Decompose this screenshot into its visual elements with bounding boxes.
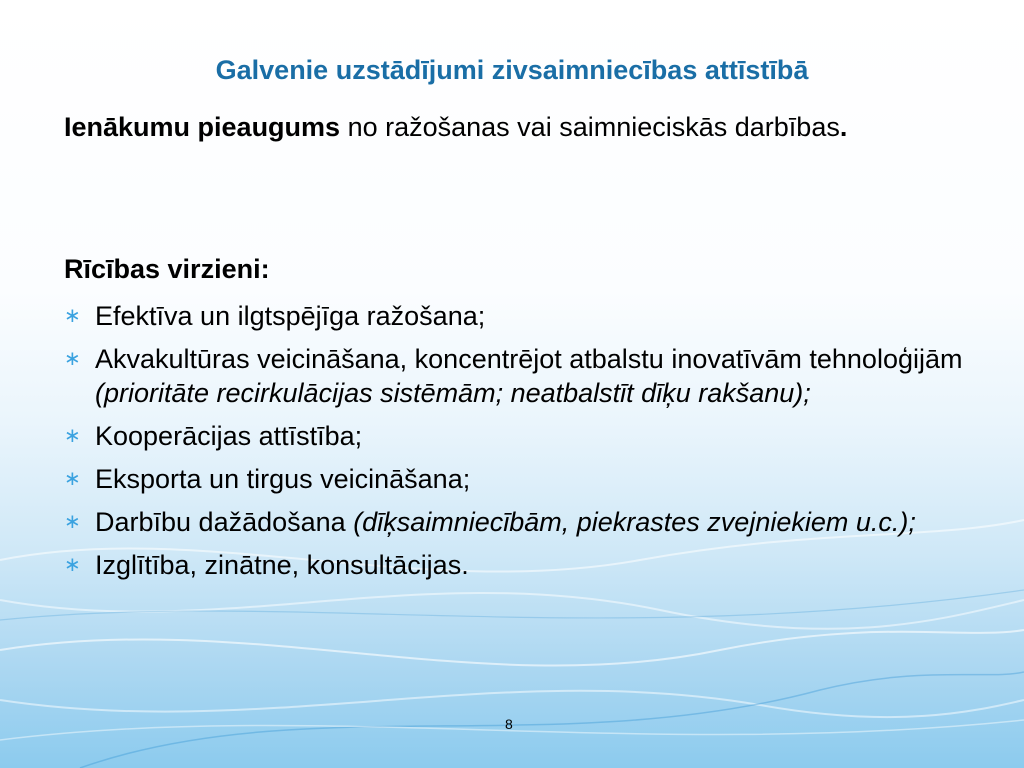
- list-item: [64, 419, 964, 453]
- asterisk-bullet-icon: ∗: [64, 468, 81, 490]
- list-item: [64, 505, 964, 539]
- intro-bold-text: Ienākumu pieaugums: [64, 112, 341, 142]
- list-item-text: Efektīva un ilgtspējīga ražošana;: [95, 301, 486, 331]
- list-item: [64, 462, 964, 496]
- asterisk-bullet-icon: ∗: [64, 554, 81, 576]
- list-item-text: Akvakultūras veicināšana, koncentrējot atbalstu inovatīvām tehnoloģijām: [95, 344, 963, 374]
- asterisk-bullet-icon: ∗: [64, 305, 81, 327]
- asterisk-bullet-icon: ∗: [64, 348, 81, 370]
- list-item-text: Izglītība, zinātne, konsultācijas.: [95, 550, 469, 580]
- list-item: [64, 299, 964, 333]
- list-item-note: (prioritāte recirkulācijas sistēmām; neatbalstīt dīķu rakšanu);: [95, 378, 811, 408]
- intro-paragraph: [64, 110, 954, 144]
- list-item-text: Darbību dažādošana: [95, 507, 354, 537]
- action-list: [64, 299, 964, 591]
- asterisk-bullet-icon: ∗: [64, 511, 81, 533]
- actions-heading: Rīcības virzieni:: [64, 254, 270, 284]
- list-item-note: (dīķsaimniecībām, piekrastes zvejniekiem u.c.);: [353, 507, 916, 537]
- list-item-text: Kooperācijas attīstība;: [95, 421, 363, 451]
- list-item-text: Eksporta un tirgus veicināšana;: [95, 464, 471, 494]
- slide-title: Galvenie uzstādījumi zivsaimniecības attīstībā: [215, 55, 809, 85]
- list-item: [64, 548, 964, 582]
- asterisk-bullet-icon: ∗: [64, 425, 81, 447]
- intro-text: no ražošanas vai saimnieciskās darbības: [340, 112, 840, 142]
- page-number: 8: [505, 716, 513, 732]
- intro-period: .: [839, 112, 848, 142]
- list-item: [64, 342, 964, 410]
